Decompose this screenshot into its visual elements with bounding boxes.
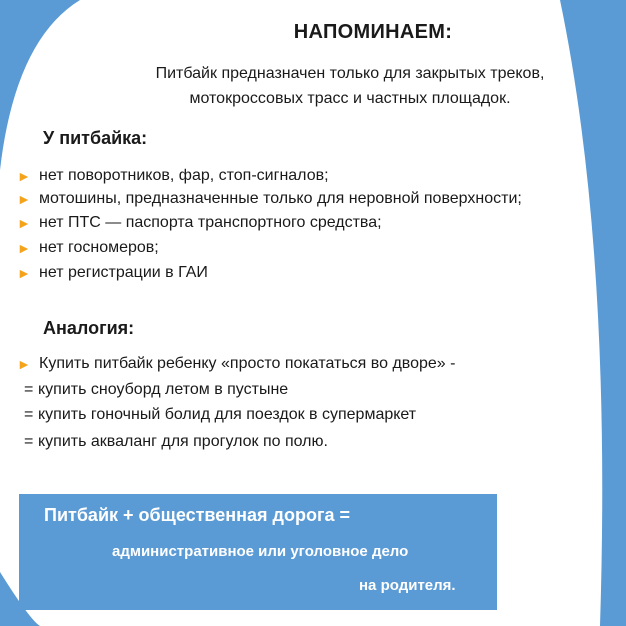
list-item [17,214,382,232]
equals-sign: = [24,381,34,398]
callout-line-3: на родителя. [359,577,456,594]
analogy-heading: Аналогия: [43,318,135,338]
list-item [24,433,328,451]
list-item-text: мотошины, предназначенные только для неровной поверхности; [39,190,522,207]
features-heading: У питбайка: [43,128,148,148]
list-item [24,381,288,399]
triangle-right-icon: ► [17,191,31,207]
list-item-text: купить сноуборд летом в пустыне [38,381,289,398]
list-item-text: нет поворотников, фар, стоп-сигналов; [39,167,329,184]
callout-line-2: административное или уголовное дело [112,543,409,560]
triangle-right-icon: ► [17,265,31,281]
list-item-text: нет госномеров; [39,239,159,256]
list-item [17,167,329,185]
list-item [17,190,522,208]
list-item-text: нет регистрации в ГАИ [39,264,208,281]
triangle-right-icon: ► [17,215,31,231]
equals-sign: = [24,433,34,450]
list-item [24,406,416,424]
triangle-right-icon: ► [17,168,31,184]
intro-line-2: мотокроссовых трасс и частных площадок. [189,90,511,107]
callout-line-1: Питбайк + общественная дорога = [44,505,350,525]
equals-sign: = [24,406,34,423]
page-title: НАПОМИНАЕМ: [293,21,453,43]
intro-line-1: Питбайк предназначен только для закрытых треков, [155,65,545,82]
list-item-text: купить акваланг для прогулок по полю. [38,433,328,450]
list-item [17,239,159,257]
list-item-text: купить гоночный болид для поездок в супермаркет [38,406,417,423]
list-item [17,264,208,282]
list-item-text: нет ПТС — паспорта транспортного средства; [39,214,382,231]
triangle-right-icon: ► [17,356,31,372]
analogy-lead-text: Купить питбайк ребенку «просто покататься во дворе» - [39,355,456,372]
warning-callout [19,494,497,610]
triangle-right-icon: ► [17,240,31,256]
analogy-lead [17,355,455,373]
